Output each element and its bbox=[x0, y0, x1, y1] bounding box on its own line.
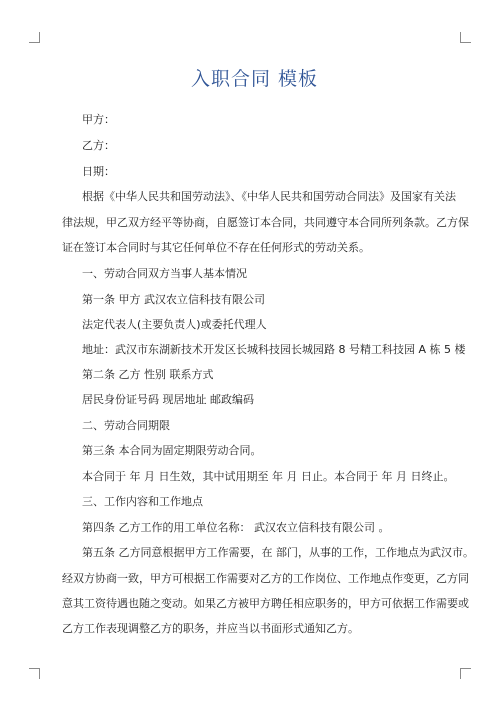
party-b-line: 乙方： bbox=[82, 139, 115, 152]
section-heading-work: 三、工作内容和工作地点 bbox=[82, 495, 203, 508]
party-a-line: 甲方： bbox=[82, 113, 115, 126]
address-line: 地址：武汉市东湖新技术开发区长城科技园长城园路 8 号精工科技园 A 栋 5 楼 bbox=[82, 343, 466, 356]
intro-paragraph-line: 证在签订本合同时与其它任何单位不存在任何形式的劳动关系。 bbox=[62, 241, 370, 254]
article-3: 第三条 本合同为固定期限劳动合同。 bbox=[82, 444, 262, 457]
legal-representative-line: 法定代表人(主要负责人)或委托代理人 bbox=[82, 318, 267, 331]
page-corner-mark-top-right bbox=[460, 32, 471, 43]
article-5-line: 第五条 乙方同意根据甲方工作需要，在 部门，从事的工作，工作地点为武汉市。 bbox=[82, 546, 474, 559]
article-5-line: 经双方协商一致，甲方可根据工作需要对乙方的工作岗位、工作地点作变更，乙方同 bbox=[62, 572, 469, 585]
section-heading-term: 二、劳动合同期限 bbox=[82, 419, 170, 432]
document-title: 入职合同 模板 bbox=[190, 68, 319, 90]
article-5-line: 意其工资待遇也随之变动。如果乙方被甲方聘任相应职务的，甲方可依据工作需要或 bbox=[62, 597, 469, 610]
page-corner-mark-top-left bbox=[29, 32, 40, 43]
section-heading-parties: 一、劳动合同双方当事人基本情况 bbox=[82, 267, 247, 280]
page-corner-mark-bottom-left bbox=[29, 668, 40, 679]
article-5-line: 乙方工作表现调整乙方的职务，并应当以书面形式通知乙方。 bbox=[62, 622, 359, 635]
article-1: 第一条 甲方 武汉农立信科技有限公司 bbox=[82, 293, 265, 306]
intro-paragraph-line: 根据《中华人民共和国劳动法》、《中华人民共和国劳动合同法》及国家有关法 bbox=[82, 190, 456, 203]
term-line: 本合同于 年 月 日生效，其中试用期至 年 月 日止。本合同于 年 月 日终止。 bbox=[82, 470, 455, 483]
article-2: 第二条 乙方 性别 联系方式 bbox=[82, 368, 214, 381]
id-info-line: 居民身份证号码 现居地址 邮政编码 bbox=[82, 393, 254, 406]
article-4: 第四条 乙方工作的用工单位名称： 武汉农立信科技有限公司 。 bbox=[82, 521, 390, 534]
page-corner-mark-bottom-right bbox=[460, 668, 471, 679]
intro-paragraph-line: 律法规，甲乙双方经平等协商，自愿签订本合同，共同遵守本合同所列条款。乙方保 bbox=[62, 216, 469, 229]
date-line: 日期： bbox=[82, 165, 115, 178]
